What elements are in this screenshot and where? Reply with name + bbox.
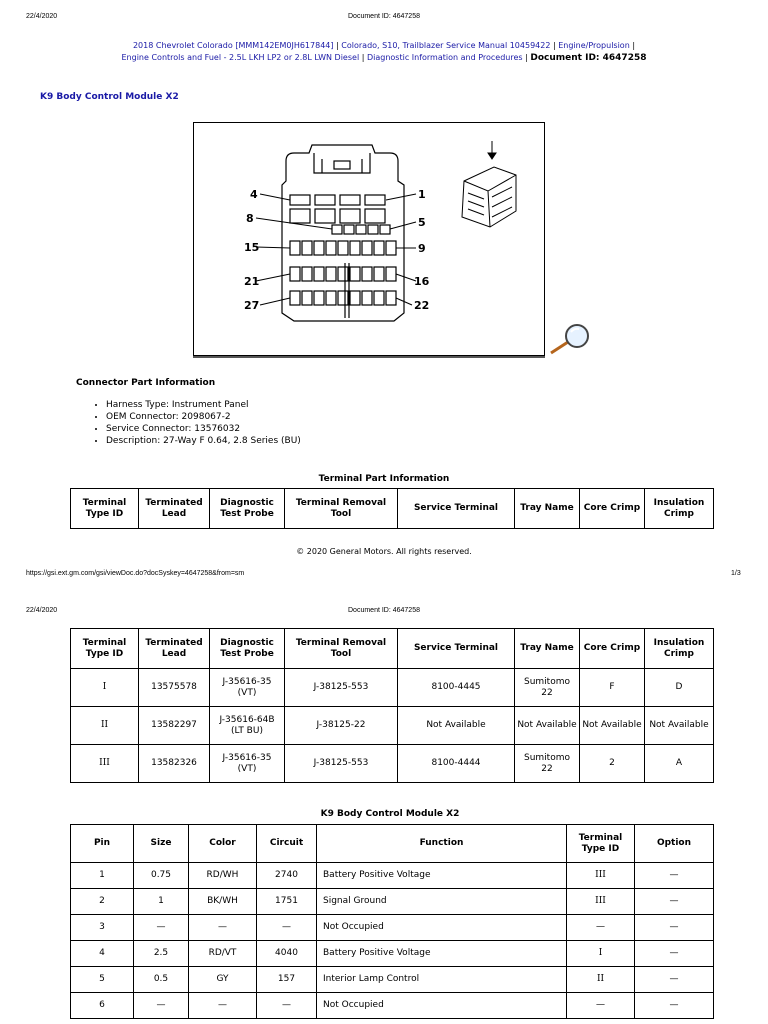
table-cell: A [645,745,714,783]
pin-table-heading: K9 Body Control Module X2 [320,809,460,819]
table-cell: III [71,745,139,783]
table-cell: 8100-4444 [398,745,515,783]
pin-table [70,824,714,1019]
pin-label: 9 [418,242,426,255]
page-date: 22/4/2020 [26,607,58,614]
table-cell: 13575578 [139,669,210,707]
column-header: Function [317,825,567,863]
terminal-part-table [70,628,714,783]
table-cell: III [567,889,635,915]
list-item: • Service Connector: 13576032 [106,423,301,435]
column-header: Terminal Type ID [567,825,635,863]
table-cell: — [635,993,714,1019]
column-header: Core Crimp [580,629,645,669]
terminal-part-heading: Terminal Part Information [318,474,450,484]
column-header: Insulation Crimp [645,629,714,669]
table-cell: II [71,707,139,745]
column-header: Service Terminal [398,629,515,669]
table-cell: D [645,669,714,707]
breadcrumb-vehicle-link[interactable]: 2018 Chevrolet Colorado [MMM142EM0JH617844] [132,41,334,50]
column-header: Terminal Removal Tool [285,629,398,669]
page-doc-id: Document ID: 4647258 [348,607,420,614]
table-cell: — [635,915,714,941]
connector-diagram-svg [194,123,544,355]
table-cell: II [567,967,635,993]
table-cell: I [567,941,635,967]
pin-label: 5 [418,216,426,229]
table-row [71,889,714,915]
table-cell: Signal Ground [317,889,567,915]
table-cell: Not Occupied [317,915,567,941]
breadcrumb-line-2 [0,52,768,64]
breadcrumb-separator: | [552,41,559,50]
table-row [71,967,714,993]
column-header: Tray Name [515,629,580,669]
table-cell: J-35616-35 (VT) [210,669,285,707]
connector-info-list [92,399,301,447]
table-row [71,669,714,707]
connector-diagram [193,122,545,356]
column-header: Option [635,825,714,863]
breadcrumb-manual-link[interactable]: Colorado, S10, Trailblazer Service Manual 10459422 [341,41,551,50]
table-row [71,863,714,889]
table-cell: Sumitomo 22 [515,745,580,783]
page-doc-id: Document ID: 4647258 [348,13,420,20]
table-cell: III [567,863,635,889]
column-header: Insulation Crimp [645,489,714,529]
pin-label: 22 [414,299,430,312]
table-cell: J-38125-553 [285,745,398,783]
table-cell: RD/WH [189,863,257,889]
breadcrumb [0,40,768,52]
breadcrumb-section-link[interactable]: Diagnostic Information and Procedures [366,53,523,62]
table-cell: 2 [71,889,134,915]
table-cell: 2740 [257,863,317,889]
table-cell: 5 [71,967,134,993]
column-header: Pin [71,825,134,863]
table-cell: — [635,967,714,993]
column-header: Size [134,825,189,863]
pin-label: 4 [250,188,258,201]
table-cell: 157 [257,967,317,993]
table-cell: Not Available [398,707,515,745]
column-header: Service Terminal [398,489,515,529]
connector-face [282,145,404,321]
table-cell: — [567,993,635,1019]
list-item: • Description: 27-Way F 0.64, 2.8 Series (BU) [106,435,301,447]
breadcrumb-separator: | [361,53,367,62]
column-header: Diagnostic Test Probe [210,489,285,529]
connector-3d-view [462,141,516,227]
column-header: Terminated Lead [139,489,210,529]
table-cell: 13582297 [139,707,210,745]
table-cell: 3 [71,915,134,941]
pin-labels [244,188,430,312]
table-cell: RD/VT [189,941,257,967]
column-header: Color [189,825,257,863]
table-cell: F [580,669,645,707]
table-cell: — [257,993,317,1019]
table-cell: 1 [71,863,134,889]
table-cell: 13582326 [139,745,210,783]
table-cell: — [635,941,714,967]
pin-label: 27 [244,299,260,312]
table-row [71,941,714,967]
breadcrumb-separator: | [632,41,636,50]
table-cell: I [71,669,139,707]
zoom-magnifier-icon[interactable] [547,322,591,356]
page-date: 22/4/2020 [26,13,58,20]
column-header: Circuit [257,825,317,863]
table-cell: J-38125-553 [285,669,398,707]
page-number: 1/3 [731,570,741,577]
table-cell: 8100-4445 [398,669,515,707]
copyright: © 2020 General Motors. All rights reserved. [296,547,472,556]
column-header: Diagnostic Test Probe [210,629,285,669]
table-cell: Not Occupied [317,993,567,1019]
table-row [71,915,714,941]
table-cell: 6 [71,993,134,1019]
table-cell: — [134,993,189,1019]
table-cell: Not Available [645,707,714,745]
table-cell: 4 [71,941,134,967]
table-cell: — [635,889,714,915]
column-header: Core Crimp [580,489,645,529]
breadcrumb-separator: | [336,41,342,50]
pin-label: 8 [246,212,254,225]
pin-label: 16 [414,275,430,288]
table-row [71,993,714,1019]
column-header: Terminated Lead [139,629,210,669]
list-item: • OEM Connector: 2098067-2 [106,411,301,423]
breadcrumb-subsystem-link[interactable]: Engine Controls and Fuel - 2.5L LKH LP2 or 2.8L LWN Diesel [121,53,360,62]
column-header: Terminal Type ID [71,629,139,669]
table-cell: 1 [134,889,189,915]
breadcrumb-document-id: Document ID: 4647258 [530,53,647,63]
list-item: • Harness Type: Instrument Panel [106,399,301,411]
table-cell: 2.5 [134,941,189,967]
table-row [71,707,714,745]
column-header: Terminal Removal Tool [285,489,398,529]
table-cell: 4040 [257,941,317,967]
table-cell: — [189,993,257,1019]
pin-label: 15 [244,241,260,254]
table-cell: 2 [580,745,645,783]
table-cell: Battery Positive Voltage [317,941,567,967]
column-header: Terminal Type ID [71,489,139,529]
table-cell: — [189,915,257,941]
pin-label: 1 [418,188,426,201]
footer-url[interactable]: https://gsi.ext.gm.com/gsi/viewDoc.do?docSyskey=4647258&from=sm [26,570,245,577]
table-row [71,745,714,783]
table-cell: Not Available [515,707,580,745]
table-cell: Not Available [580,707,645,745]
connector-info-heading: Connector Part Information [76,378,216,388]
pin-label: 21 [244,275,260,288]
table-cell: — [567,915,635,941]
table-cell: Battery Positive Voltage [317,863,567,889]
table-cell: Interior Lamp Control [317,967,567,993]
table-cell: 0.75 [134,863,189,889]
table-cell: 1751 [257,889,317,915]
table-cell: Sumitomo 22 [515,669,580,707]
terminal-header-table [70,488,714,529]
table-cell: J-35616-64B (LT BU) [210,707,285,745]
table-cell: — [257,915,317,941]
breadcrumb-system-link[interactable]: Engine/Propulsion [558,41,630,50]
table-cell: J-38125-22 [285,707,398,745]
table-cell: GY [189,967,257,993]
table-cell: BK/WH [189,889,257,915]
column-header: Tray Name [515,489,580,529]
table-cell: — [635,863,714,889]
breadcrumb-separator: | [525,53,531,62]
table-cell: J-35616-35 (VT) [210,745,285,783]
table-cell: 0.5 [134,967,189,993]
table-cell: — [134,915,189,941]
page-title: K9 Body Control Module X2 [40,92,179,102]
